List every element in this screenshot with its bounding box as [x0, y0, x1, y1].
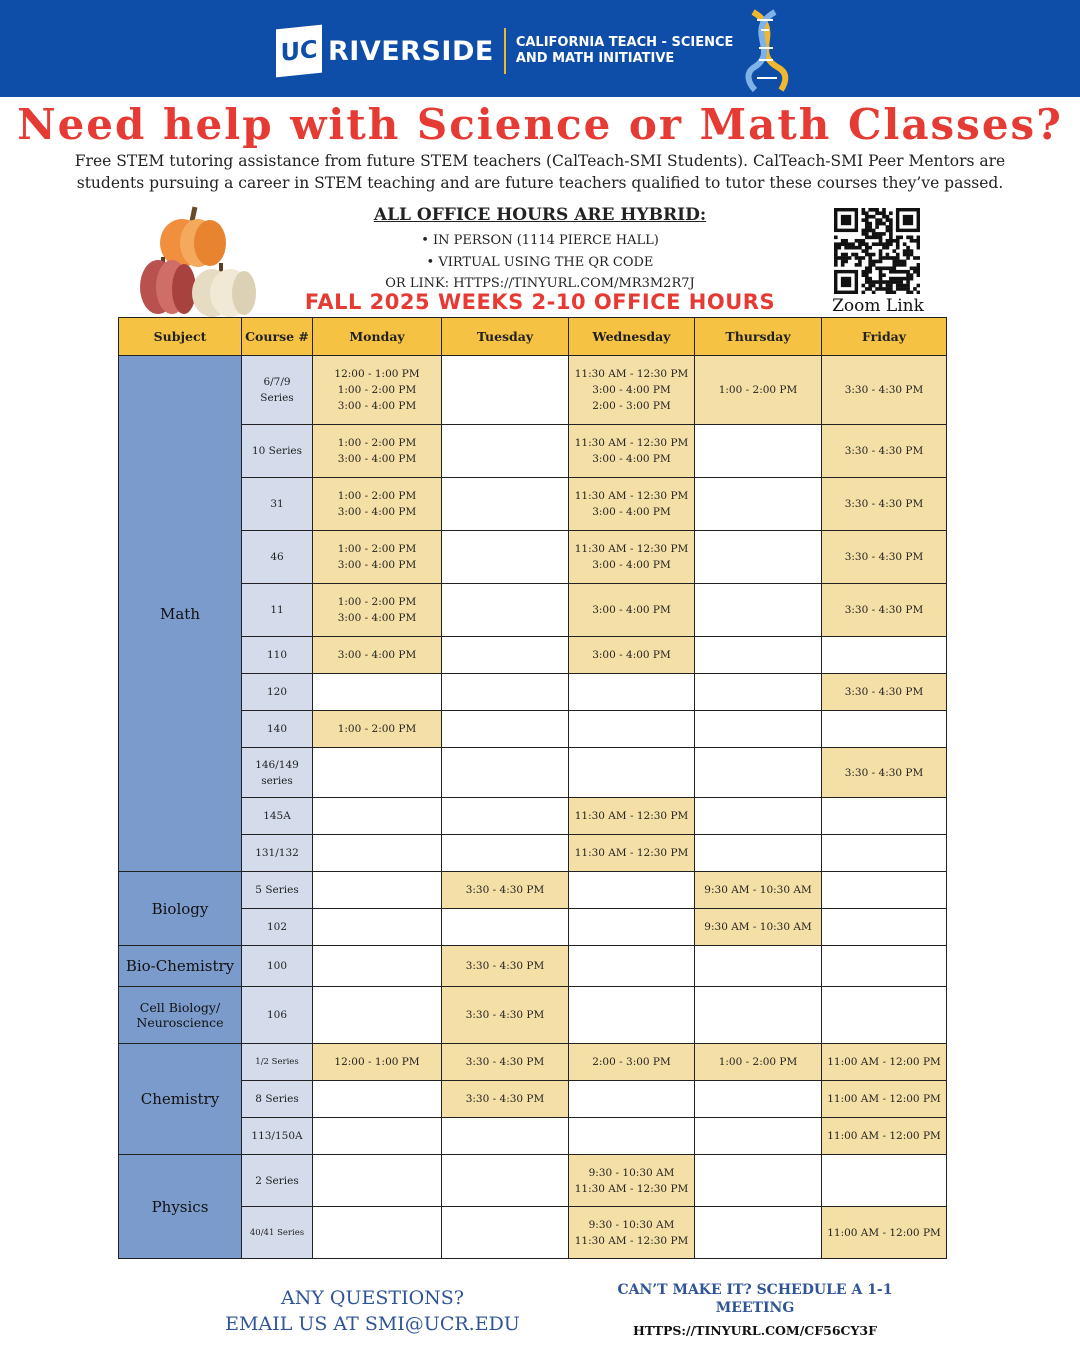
time-cell: 3:30 - 4:30 PM: [442, 1044, 569, 1081]
time-cell: [695, 425, 822, 478]
zoom-link-line[interactable]: OR LINK: HTTPS://TINYURL.COM/MR3M2R7J: [385, 276, 695, 291]
time-cell: 3:30 - 4:30 PM: [822, 478, 947, 531]
time-cell: [822, 711, 947, 748]
time-cell: 1:00 - 2:00 PM: [695, 1044, 822, 1081]
time-cell: [822, 872, 947, 909]
course-cell: 131/132: [242, 835, 313, 872]
time-cell: 3:30 - 4:30 PM: [442, 946, 569, 987]
table-row: [119, 835, 947, 872]
time-cell: 9:30 AM - 10:30 AM: [695, 872, 822, 909]
time-cell: 9:30 - 10:30 AM 11:30 AM - 12:30 PM: [569, 1207, 695, 1259]
header-monday: Monday: [313, 318, 442, 356]
course-cell: 6/7/9 Series: [242, 356, 313, 425]
time-cell: [569, 1081, 695, 1118]
time-cell: 3:30 - 4:30 PM: [442, 987, 569, 1044]
time-cell: 11:30 AM - 12:30 PM: [569, 798, 695, 835]
course-cell: 11: [242, 584, 313, 637]
time-cell: [822, 637, 947, 674]
time-cell: [695, 478, 822, 531]
subject-cell: Biology: [119, 872, 242, 946]
pumpkins-illustration: [134, 205, 259, 320]
time-cell: [313, 1207, 442, 1259]
table-row: [119, 748, 947, 798]
time-cell: [695, 531, 822, 584]
table-row: [119, 1207, 947, 1259]
course-cell: 113/150A: [242, 1118, 313, 1155]
time-cell: [822, 798, 947, 835]
time-cell: [822, 835, 947, 872]
time-cell: 3:30 - 4:30 PM: [822, 674, 947, 711]
course-cell: 1/2 Series: [242, 1044, 313, 1081]
time-cell: [695, 674, 822, 711]
office-hours-table: [118, 317, 947, 1259]
time-cell: 9:30 AM - 10:30 AM: [695, 909, 822, 946]
time-cell: [442, 798, 569, 835]
virtual-line: • VIRTUAL USING THE QR CODE: [426, 255, 654, 270]
time-cell: 3:30 - 4:30 PM: [822, 356, 947, 425]
time-cell: [313, 872, 442, 909]
table-row: [119, 584, 947, 637]
time-cell: [442, 637, 569, 674]
table-row: [119, 1081, 947, 1118]
time-cell: 1:00 - 2:00 PM 3:00 - 4:00 PM: [313, 425, 442, 478]
time-cell: [442, 584, 569, 637]
table-row: [119, 674, 947, 711]
subject-cell: Physics: [119, 1155, 242, 1259]
time-cell: [442, 531, 569, 584]
schedule-link[interactable]: HTTPS://TINYURL.COM/CF56CY3F: [633, 1323, 877, 1338]
time-cell: [313, 909, 442, 946]
time-cell: 11:00 AM - 12:00 PM: [822, 1044, 947, 1081]
table-row: [119, 637, 947, 674]
contact-block: [200, 1285, 545, 1337]
subject-cell: Chemistry: [119, 1044, 242, 1155]
time-cell: [313, 674, 442, 711]
table-row: [119, 872, 947, 909]
time-cell: [442, 1155, 569, 1207]
time-cell: 3:30 - 4:30 PM: [822, 748, 947, 798]
header-friday: Friday: [822, 318, 947, 356]
dna-helix-icon: [735, 8, 799, 92]
time-cell: [695, 584, 822, 637]
course-cell: 110: [242, 637, 313, 674]
time-cell: 3:00 - 4:00 PM: [569, 584, 695, 637]
time-cell: [442, 1118, 569, 1155]
time-cell: [442, 425, 569, 478]
subject-cell: Bio-Chemistry: [119, 946, 242, 987]
time-cell: [313, 946, 442, 987]
time-cell: 1:00 - 2:00 PM 3:00 - 4:00 PM: [313, 478, 442, 531]
course-cell: 145A: [242, 798, 313, 835]
time-cell: [442, 909, 569, 946]
ucr-logo: [276, 26, 733, 76]
time-cell: 11:00 AM - 12:00 PM: [822, 1081, 947, 1118]
time-cell: [442, 356, 569, 425]
time-cell: 1:00 - 2:00 PM 3:00 - 4:00 PM: [313, 531, 442, 584]
time-cell: [442, 478, 569, 531]
time-cell: [569, 674, 695, 711]
time-cell: 2:00 - 3:00 PM: [569, 1044, 695, 1081]
time-cell: 3:00 - 4:00 PM: [313, 637, 442, 674]
page-headline: Need help with Science or Math Classes?: [17, 100, 1063, 149]
time-cell: [695, 748, 822, 798]
course-cell: 8 Series: [242, 1081, 313, 1118]
time-cell: [569, 946, 695, 987]
time-cell: [822, 946, 947, 987]
header-banner: [0, 0, 1080, 97]
header-tuesday: Tuesday: [442, 318, 569, 356]
time-cell: [695, 637, 822, 674]
course-cell: 106: [242, 987, 313, 1044]
time-cell: [695, 1118, 822, 1155]
time-cell: [822, 987, 947, 1044]
time-cell: 3:30 - 4:30 PM: [822, 425, 947, 478]
table-row: [119, 425, 947, 478]
course-cell: 5 Series: [242, 872, 313, 909]
table-row: [119, 531, 947, 584]
time-cell: [569, 987, 695, 1044]
in-person-line: • IN PERSON (1114 PIERCE HALL): [421, 233, 659, 248]
time-cell: [695, 1081, 822, 1118]
time-cell: [569, 1118, 695, 1155]
time-cell: [313, 987, 442, 1044]
course-cell: 31: [242, 478, 313, 531]
program-name: CALIFORNIA TEACH - SCIENCE AND MATH INITIATIVE: [515, 35, 734, 66]
time-cell: 11:00 AM - 12:00 PM: [822, 1207, 947, 1259]
table-header-row: [119, 318, 947, 356]
qr-code-icon[interactable]: [834, 208, 920, 294]
time-cell: 1:00 - 2:00 PM: [313, 711, 442, 748]
office-hours-title: ALL OFFICE HOURS ARE HYBRID:: [373, 205, 707, 225]
time-cell: 12:00 - 1:00 PM: [313, 1044, 442, 1081]
time-cell: [442, 674, 569, 711]
time-cell: 9:30 - 10:30 AM 11:30 AM - 12:30 PM: [569, 1155, 695, 1207]
time-cell: [822, 1155, 947, 1207]
time-cell: 11:30 AM - 12:30 PM 3:00 - 4:00 PM: [569, 425, 695, 478]
time-cell: [442, 711, 569, 748]
time-cell: [569, 748, 695, 798]
table-row: [119, 798, 947, 835]
time-cell: [442, 1207, 569, 1259]
time-cell: [822, 909, 947, 946]
schedule-prompt: CAN’T MAKE IT? SCHEDULE A 1-1 MEETING: [617, 1282, 893, 1316]
time-cell: 3:00 - 4:00 PM: [569, 637, 695, 674]
table-row: [119, 1118, 947, 1155]
header-thursday: Thursday: [695, 318, 822, 356]
time-cell: 11:00 AM - 12:00 PM: [822, 1118, 947, 1155]
time-cell: [695, 711, 822, 748]
time-cell: [569, 872, 695, 909]
time-cell: [442, 748, 569, 798]
riverside-wordmark: RIVERSIDE: [328, 35, 494, 67]
header-wednesday: Wednesday: [569, 318, 695, 356]
table-row: [119, 1044, 947, 1081]
course-cell: 102: [242, 909, 313, 946]
time-cell: 12:00 - 1:00 PM 1:00 - 2:00 PM 3:00 - 4:00 PM: [313, 356, 442, 425]
time-cell: [695, 987, 822, 1044]
email-link[interactable]: EMAIL US AT SMI@UCR.EDU: [225, 1313, 520, 1335]
course-cell: 140: [242, 711, 313, 748]
course-cell: 100: [242, 946, 313, 987]
time-cell: [442, 835, 569, 872]
time-cell: 11:30 AM - 12:30 PM 3:00 - 4:00 PM 2:00 - 3:00 PM: [569, 356, 695, 425]
time-cell: 3:30 - 4:30 PM: [822, 531, 947, 584]
header-course: Course #: [242, 318, 313, 356]
time-cell: [313, 835, 442, 872]
course-cell: 2 Series: [242, 1155, 313, 1207]
time-cell: 11:30 AM - 12:30 PM: [569, 835, 695, 872]
time-cell: [695, 1207, 822, 1259]
time-cell: [695, 946, 822, 987]
table-row: [119, 356, 947, 425]
subject-cell: Math: [119, 356, 242, 872]
time-cell: [313, 798, 442, 835]
intro-text: Free STEM tutoring assistance from future STEM teachers (CalTeach-SMI Students). CalTeach-SMI Peer Mentors are students pursuing a career in STEM teaching and are future teachers qualified to tutor these courses they’ve passed.: [74, 152, 1006, 192]
uc-mark: UC: [276, 25, 322, 78]
time-cell: [313, 1081, 442, 1118]
time-cell: 3:30 - 4:30 PM: [822, 584, 947, 637]
table-row: [119, 1155, 947, 1207]
table-row: [119, 478, 947, 531]
time-cell: 1:00 - 2:00 PM 3:00 - 4:00 PM: [313, 584, 442, 637]
time-cell: 3:30 - 4:30 PM: [442, 1081, 569, 1118]
term-title: FALL 2025 WEEKS 2-10 OFFICE HOURS: [304, 290, 776, 314]
time-cell: [313, 748, 442, 798]
schedule-block: [600, 1281, 910, 1338]
course-cell: 46: [242, 531, 313, 584]
header-subject: Subject: [119, 318, 242, 356]
course-cell: 146/149 series: [242, 748, 313, 798]
time-cell: [569, 909, 695, 946]
time-cell: 11:30 AM - 12:30 PM 3:00 - 4:00 PM: [569, 531, 695, 584]
time-cell: [695, 1155, 822, 1207]
zoom-link-label: Zoom Link: [832, 296, 924, 316]
questions-label: ANY QUESTIONS?: [281, 1287, 464, 1309]
course-cell: 40/41 Series: [242, 1207, 313, 1259]
time-cell: [569, 711, 695, 748]
time-cell: [313, 1118, 442, 1155]
table-row: [119, 711, 947, 748]
time-cell: 1:00 - 2:00 PM: [695, 356, 822, 425]
course-cell: 10 Series: [242, 425, 313, 478]
table-row: [119, 909, 947, 946]
table-row: [119, 987, 947, 1044]
time-cell: [695, 835, 822, 872]
logo-divider: [504, 28, 506, 74]
time-cell: 11:30 AM - 12:30 PM 3:00 - 4:00 PM: [569, 478, 695, 531]
time-cell: [695, 798, 822, 835]
time-cell: 3:30 - 4:30 PM: [442, 872, 569, 909]
table-row: [119, 946, 947, 987]
course-cell: 120: [242, 674, 313, 711]
subject-cell: Cell Biology/ Neuroscience: [119, 987, 242, 1044]
time-cell: [313, 1155, 442, 1207]
